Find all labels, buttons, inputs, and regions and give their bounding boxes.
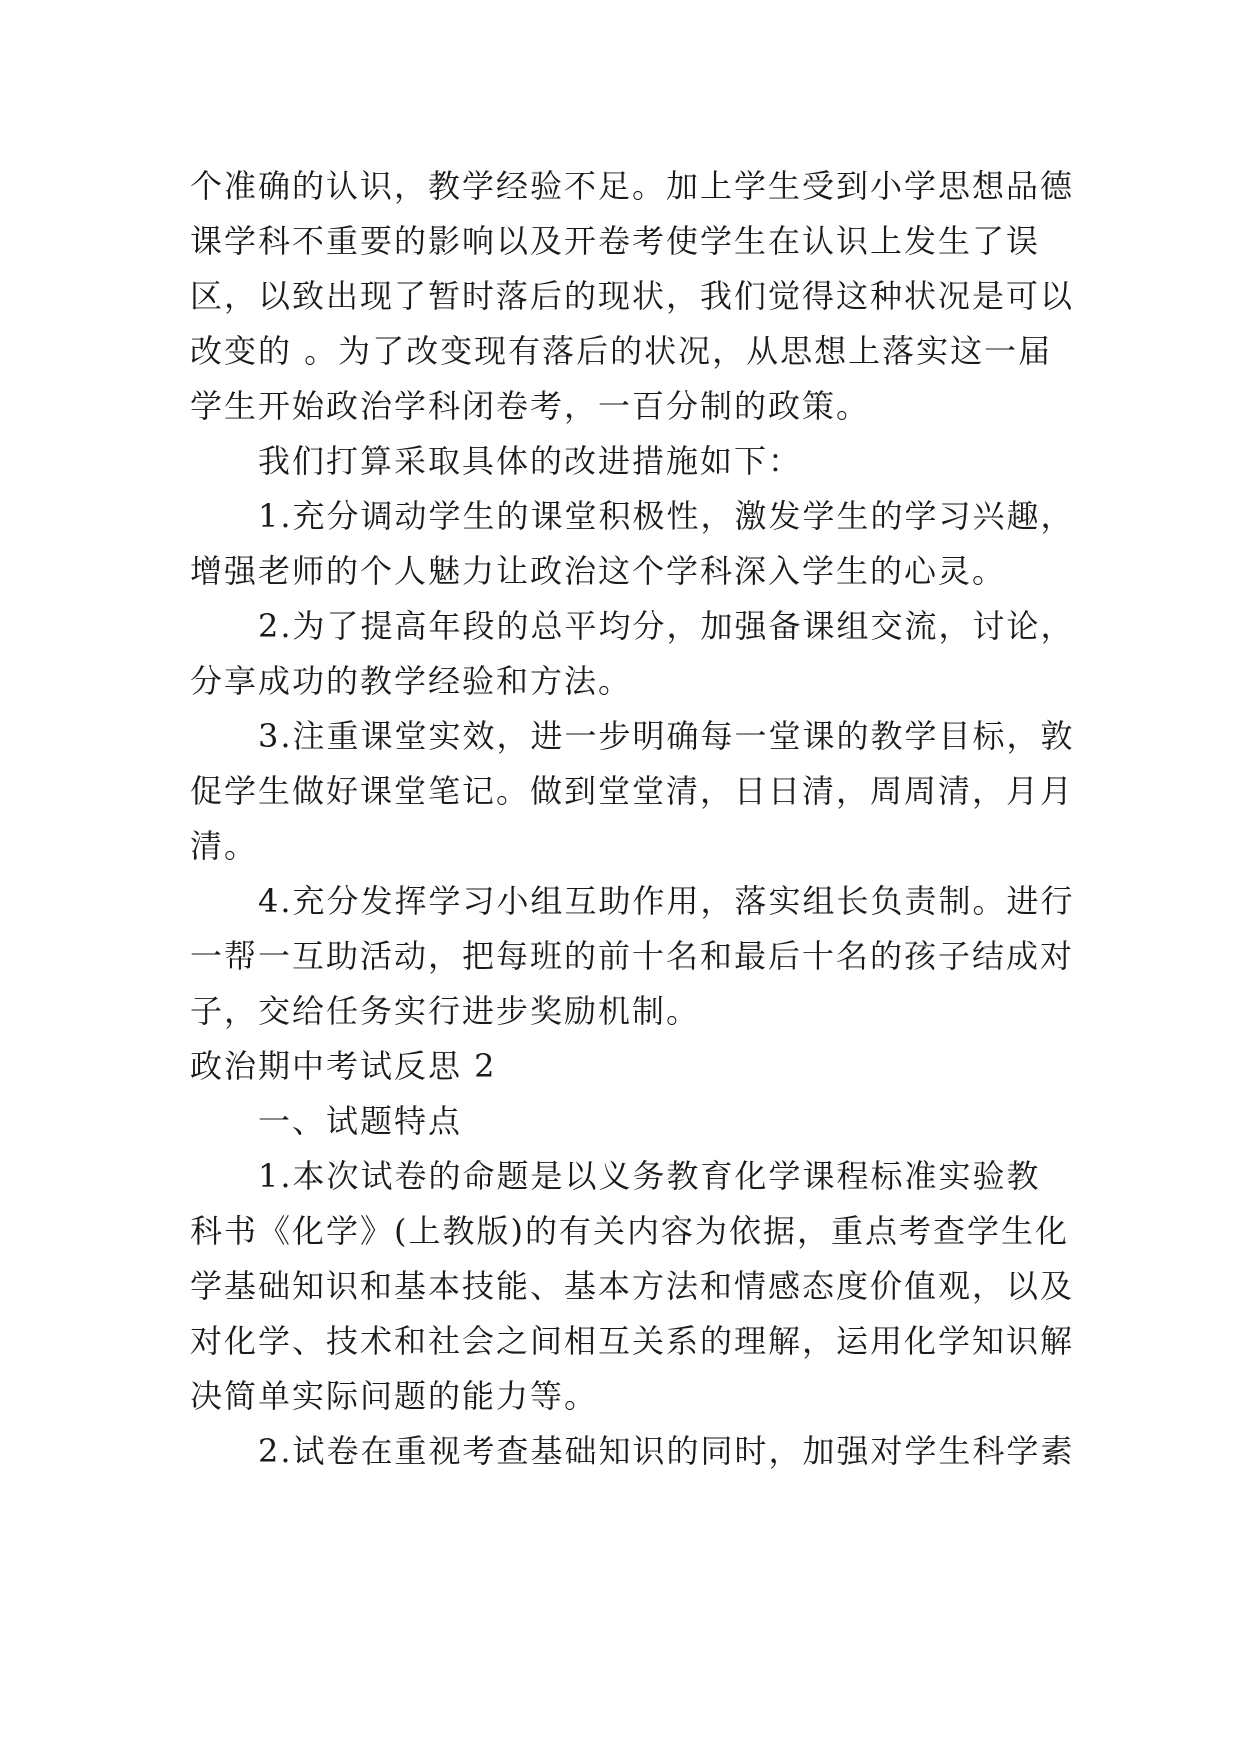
text-line: 子，交给任务实行进步奖励机制。 — [190, 992, 701, 1030]
text-line: 区，以致出现了暂时落后的现状，我们觉得这种状况是可以 — [190, 277, 1075, 315]
text-line: 改变的 。为了改变现有落后的状况，从思想上落实这一届 — [190, 332, 1053, 370]
text-line: 分享成功的教学经验和方法。 — [190, 662, 633, 700]
text-line: 学基础知识和基本技能、基本方法和情感态度价值观，以及 — [190, 1267, 1075, 1305]
text-line: 促学生做好课堂笔记。做到堂堂清，日日清，周周清，月月 — [190, 772, 1075, 810]
list-item: 4.充分发挥学习小组互助作用，落实组长负责制。进行 — [258, 882, 1075, 920]
text-line: 课学科不重要的影响以及开卷考使学生在认识上发生了误 — [190, 222, 1041, 260]
text-line: 学生开始政治学科闭卷考，一百分制的政策。 — [190, 387, 871, 425]
list-item: 3.注重课堂实效，进一步明确每一堂课的教学目标，敦 — [258, 717, 1075, 755]
text-line: 清。 — [190, 827, 259, 865]
subsection-heading: 一、试题特点 — [258, 1102, 463, 1140]
text-line: 科书《化学》(上教版)的有关内容为依据，重点考查学生化 — [190, 1212, 1069, 1250]
list-item: 2.试卷在重视考查基础知识的同时，加强对学生科学素 — [258, 1432, 1075, 1470]
text-line: 决简单实际问题的能力等。 — [190, 1377, 599, 1415]
text-line: 对化学、技术和社会之间相互关系的理解，运用化学知识解 — [190, 1322, 1075, 1360]
text-line: 个准确的认识，教学经验不足。加上学生受到小学思想品德 — [190, 167, 1075, 205]
text-line: 我们打算采取具体的改进措施如下： — [258, 442, 803, 480]
list-item: 1.充分调动学生的课堂积极性，激发学生的学习兴趣， — [258, 497, 1075, 535]
text-line: 增强老师的个人魅力让政治这个学科深入学生的心灵。 — [190, 552, 1007, 590]
list-item: 1.本次试卷的命题是以义务教育化学课程标准实验教 — [258, 1157, 1041, 1195]
text-line: 一帮一互助活动，把每班的前十名和最后十名的孩子结成对 — [190, 937, 1075, 975]
list-item: 2.为了提高年段的总平均分，加强备课组交流，讨论， — [258, 607, 1075, 645]
section-heading: 政治期中考试反思 2 — [190, 1047, 497, 1085]
